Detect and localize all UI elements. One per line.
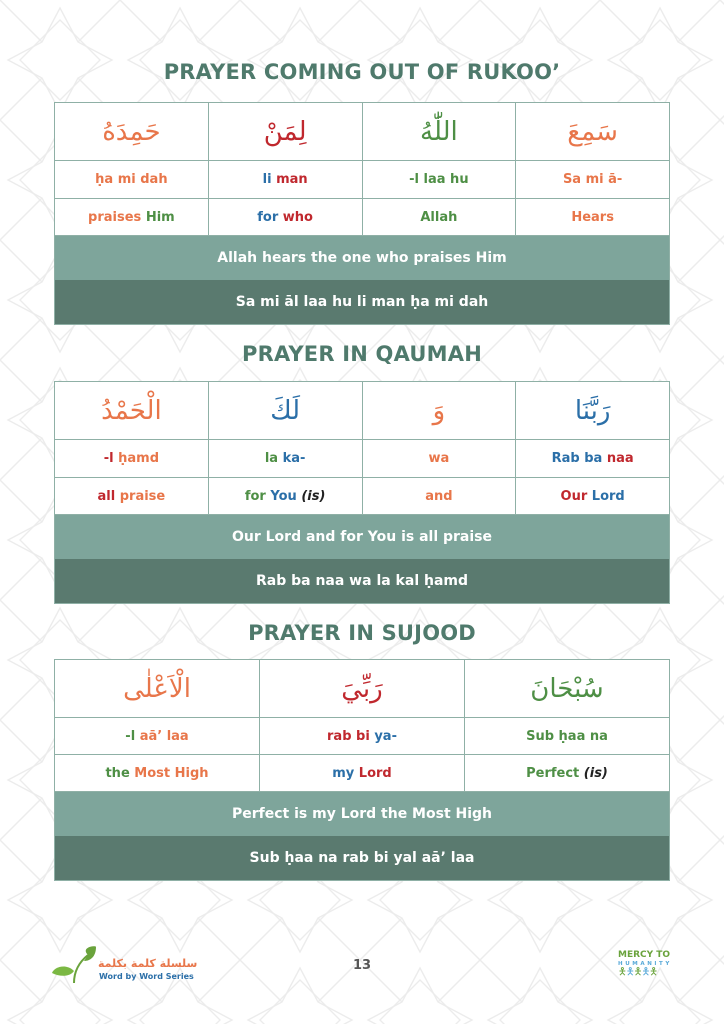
arabic-word [516, 382, 669, 439]
arabic-text: رَبَّنَا [574, 395, 611, 426]
transliteration-text: -l laa hu [409, 172, 469, 187]
meaning-text: Our [560, 488, 592, 504]
meaning-text: who [282, 209, 313, 225]
meaning-text: praise [119, 488, 166, 504]
transliteration-text: ya- [374, 728, 397, 744]
transliteration-cell [209, 440, 363, 477]
meaning-text: Allah [420, 209, 458, 225]
meaning-text: Perfect [526, 765, 584, 781]
transliteration-text: rab bi [327, 728, 375, 744]
arabic-text: سَمِعَ [567, 116, 618, 147]
section-title-rukoo: PRAYER COMING OUT OF RUKOO’ [163, 60, 561, 84]
transliteration-cell [209, 161, 363, 198]
transliteration-text: -l [125, 728, 140, 744]
arabic-row [55, 382, 669, 440]
transliteration-cell [55, 718, 260, 754]
meaning-text: my [332, 765, 359, 781]
meaning-cell [209, 478, 363, 514]
arabic-word [363, 103, 517, 160]
transliteration-text: wa [428, 451, 450, 466]
meaning-cell [55, 199, 209, 235]
meaning-text: all [97, 488, 120, 504]
leaf-icon [50, 945, 98, 985]
transliteration-text: man [276, 172, 308, 187]
arabic-word [55, 382, 209, 439]
arabic-word [516, 103, 669, 160]
transliteration-text: naa [606, 451, 634, 466]
arabic-row [55, 103, 669, 161]
translation-band: Perfect is my Lord the Most High [55, 792, 669, 836]
logo-english-text: Word by Word Series [99, 972, 194, 981]
meaning-row [55, 755, 669, 792]
meaning-text: Him [145, 209, 175, 225]
transliteration-row [55, 440, 669, 478]
meaning-cell [516, 478, 669, 514]
arabic-text: الْحَمْدُ [101, 395, 162, 426]
meaning-text: (is) [301, 488, 326, 504]
logo-line-2: HUMANITY [618, 961, 672, 967]
transliteration-text: Rab ba [551, 451, 607, 466]
word-by-word-series-logo [50, 945, 210, 987]
meaning-cell [516, 199, 669, 235]
transliteration-cell [516, 161, 669, 198]
table-rukoo [54, 102, 670, 325]
arabic-text: رَبِّيَ [341, 673, 383, 704]
arabic-row [55, 660, 669, 718]
arabic-word [363, 382, 517, 439]
translation-band: Allah hears the one who praises Him [55, 236, 669, 280]
arabic-word [55, 103, 209, 160]
meaning-text: Most High [134, 765, 209, 781]
full-transliteration-band: Sa mi āl laa hu li man ḥa mi dah [55, 280, 669, 324]
arabic-word [209, 103, 363, 160]
transliteration-cell [363, 161, 517, 198]
transliteration-text: ḥamd [118, 451, 160, 466]
meaning-text: Lord [358, 765, 392, 781]
meaning-cell [363, 199, 517, 235]
table-sujood [54, 659, 670, 881]
meaning-cell [465, 755, 669, 791]
transliteration-text: aā’ laa [139, 728, 189, 744]
transliteration-text: Sa mi ā- [562, 172, 623, 187]
meaning-text: for [244, 488, 271, 504]
transliteration-cell [363, 440, 517, 477]
section-title-qaumah: PRAYER IN QAUMAH [242, 342, 482, 366]
arabic-text: اللّٰهُ [420, 116, 458, 147]
transliteration-text: li [262, 172, 277, 187]
mercy-to-humanity-logo [618, 950, 688, 990]
meaning-cell [55, 478, 209, 514]
transliteration-text: -l [103, 451, 119, 466]
transliteration-text: la [264, 451, 283, 466]
meaning-text: the [105, 765, 135, 781]
page-number: 13 [352, 958, 372, 973]
arabic-text: حَمِدَهُ [102, 116, 161, 147]
transliteration-row [55, 161, 669, 199]
logo-line-1: MERCY TO [618, 950, 671, 960]
transliteration-cell [516, 440, 669, 477]
meaning-text: Hears [571, 209, 614, 225]
meaning-cell [55, 755, 260, 791]
meaning-text: You [270, 488, 302, 504]
meaning-text: Lord [591, 488, 625, 504]
full-transliteration-band: Rab ba naa wa la kal ḥamd [55, 559, 669, 603]
meaning-text: and [425, 488, 453, 504]
arabic-word [209, 382, 363, 439]
meaning-row [55, 478, 669, 515]
table-qaumah [54, 381, 670, 604]
meaning-text: for [257, 209, 283, 225]
arabic-text: لَكَ [270, 395, 301, 426]
arabic-text: الْاَعْلٰى [123, 673, 191, 704]
section-title-sujood: PRAYER IN SUJOOD [248, 621, 476, 645]
arabic-text: وَ [432, 395, 446, 426]
transliteration-cell [55, 440, 209, 477]
meaning-text: praises [88, 209, 146, 225]
transliteration-cell [465, 718, 669, 754]
arabic-word [465, 660, 669, 717]
arabic-text: سُبْحَانَ [530, 673, 604, 704]
transliteration-text: Sub ḥaa na [526, 728, 608, 744]
arabic-word [55, 660, 260, 717]
transliteration-text: ḥa mi dah [95, 172, 168, 187]
people-figures-icon: 🯅🯅🯅🯅🯅 [618, 967, 658, 978]
logo-arabic-text: سلسلة كلمة بكلمة [98, 957, 198, 970]
transliteration-row [55, 718, 669, 755]
transliteration-cell [55, 161, 209, 198]
meaning-text: (is) [583, 765, 608, 781]
meaning-cell [363, 478, 517, 514]
arabic-text: لِمَنْ [263, 116, 307, 147]
translation-band: Our Lord and for You is all praise [55, 515, 669, 559]
full-transliteration-band: Sub ḥaa na rab bi yal aā’ laa [55, 836, 669, 880]
meaning-row [55, 199, 669, 236]
arabic-word [260, 660, 465, 717]
meaning-cell [209, 199, 363, 235]
transliteration-text: ka- [282, 451, 306, 466]
meaning-cell [260, 755, 465, 791]
transliteration-cell [260, 718, 465, 754]
